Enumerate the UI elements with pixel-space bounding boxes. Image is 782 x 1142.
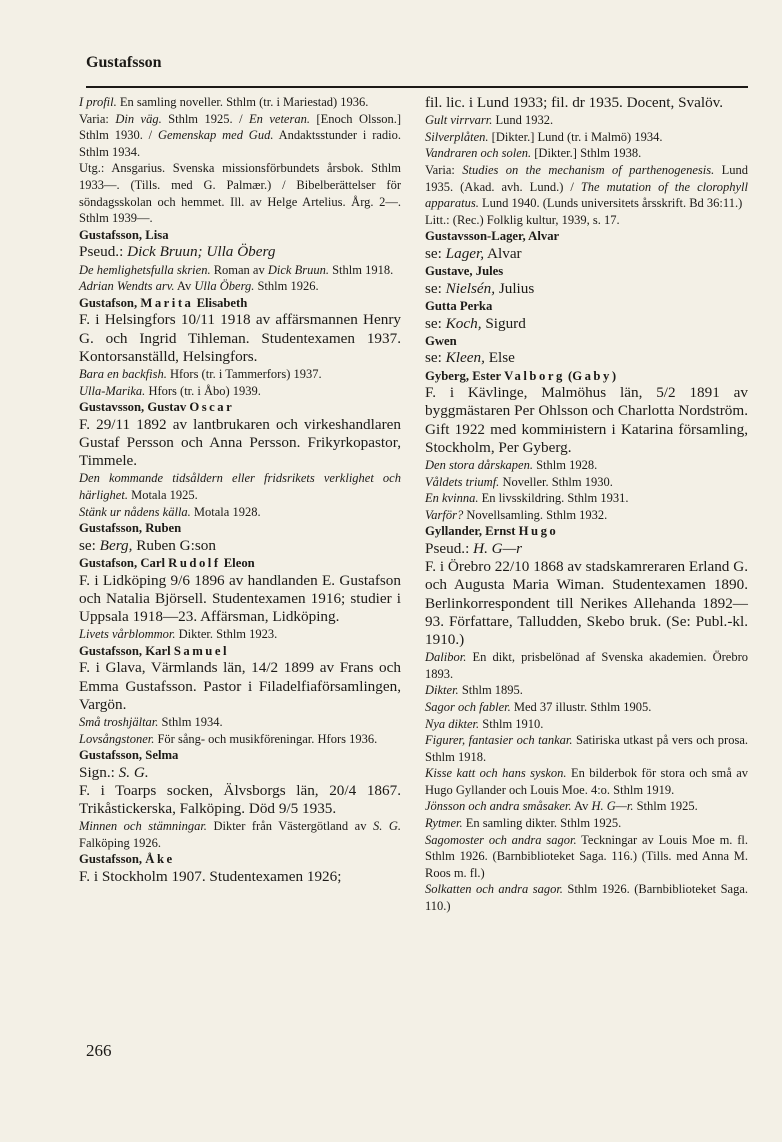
text-run: Marita — [140, 295, 194, 310]
text-run: Else — [484, 349, 515, 367]
entry — [425, 228, 748, 263]
text-run: Rytmer. — [425, 816, 463, 831]
entry-paragraph — [79, 416, 401, 471]
text-run: F. i Kävlinge, Malmöhus län, 5/2 1891 av byggmästaren Per Ohlsson och Charlotta Nordström. Gift 1922 med kommінistern i Katarina församling, Stockholm, Per Gyberg. — [425, 384, 748, 456]
entry — [79, 227, 401, 295]
text-run: Koch, — [445, 314, 482, 332]
text-run: se: — [425, 244, 446, 262]
text-run: Dikter. Sthlm 1923. — [175, 627, 278, 642]
entry-paragraph — [79, 572, 401, 627]
text-run: Varia: — [425, 162, 463, 177]
text-run: Elisabeth — [193, 295, 248, 310]
entry — [79, 747, 401, 851]
text-run: Dalibor. — [425, 650, 467, 665]
text-run: H. G—r. — [591, 799, 634, 814]
entry — [79, 399, 401, 520]
entry-paragraph — [79, 714, 401, 731]
text-run: Julius — [495, 279, 535, 297]
entry-heading — [79, 555, 401, 572]
entry-paragraph — [425, 457, 748, 474]
entry-heading — [79, 399, 401, 416]
text-run: Motala 1928. — [190, 504, 261, 519]
text-run: fil. lic. i Lund 1933; fil. dr 1935. Docent, Svalöv. — [425, 94, 724, 111]
entry-heading — [425, 523, 748, 540]
text-run: Lund 1940. (Lunds universitets årsskrift. Bd 36:11.) — [478, 196, 743, 211]
text-run: Gustave, Jules — [425, 264, 504, 279]
entry — [79, 643, 401, 747]
entry-paragraph — [425, 384, 748, 457]
entry-paragraph — [425, 507, 748, 524]
text-run: Gaby — [572, 368, 612, 383]
entry-paragraph — [425, 349, 748, 367]
entry-paragraph — [79, 111, 401, 161]
text-run: Andaktsstunder i radio. Sthlm 1934. — [79, 128, 402, 159]
entry-paragraph — [79, 537, 401, 555]
text-run: ( — [564, 368, 573, 383]
entry-paragraph — [425, 540, 748, 558]
text-run: Noveller. Sthlm 1930. — [499, 474, 613, 489]
text-run: Oscar — [189, 400, 235, 415]
text-run: Sthlm 1925. — [633, 799, 698, 814]
entry-paragraph — [79, 659, 401, 714]
text-run: Pseud.: — [425, 539, 474, 557]
text-run: Våldets triumf. — [425, 474, 500, 489]
entry-heading — [425, 368, 748, 385]
entry-paragraph — [425, 815, 748, 832]
entry-paragraph — [79, 278, 401, 295]
text-run: Den kommande tidsåldern eller fridsrikets verklighet och härlighet. — [79, 471, 401, 502]
entry-paragraph — [425, 699, 748, 716]
entry-paragraph — [425, 474, 748, 491]
text-run: Den stora dårskapen. — [425, 457, 533, 472]
entry-heading — [79, 643, 401, 660]
entry — [425, 368, 748, 524]
text-run: En livsskildring. Sthlm 1931. — [478, 491, 629, 506]
text-run: Sthlm 1918. — [328, 262, 394, 277]
text-run: Vandraren och solen. — [425, 146, 532, 161]
text-run: För sång- och musikföreningar. Hfors 1936. — [154, 731, 378, 746]
entry-heading — [425, 228, 748, 245]
entry-heading — [425, 298, 748, 315]
text-run: Dikter från Västergötland av — [206, 819, 373, 834]
text-run: Kleen, — [445, 349, 485, 367]
text-run: Teckningar av Louis Moe m. fl. Sthlm 1926. (Barnbiblioteket Saga. 116.) (Tills. med Anna M. Roos m. fl.) — [425, 832, 748, 880]
text-run: Nielsén, — [445, 279, 496, 297]
entry-paragraph — [79, 764, 401, 782]
text-run: Samuel — [173, 643, 230, 658]
entry-heading — [425, 333, 748, 350]
entry-heading — [79, 851, 401, 868]
text-run: Gustafsson, Karl — [79, 643, 174, 658]
entry-paragraph — [425, 649, 748, 682]
entry-paragraph — [79, 626, 401, 643]
text-run: Sthlm 1928. — [532, 457, 598, 472]
text-run: Alvar — [484, 244, 522, 262]
text-run: Figurer, fantasier och tankar. — [425, 733, 573, 748]
text-run: Ulla-Marika. — [79, 383, 146, 398]
text-run: Gustafsson, Ruben — [79, 521, 182, 536]
text-run: F. i Stockholm 1907. Studentexamen 1926; — [79, 868, 342, 886]
text-run: De hemlighetsfulla skrien. — [79, 262, 211, 277]
entry-paragraph — [79, 366, 401, 383]
entry — [425, 523, 748, 914]
entry-paragraph — [425, 129, 748, 146]
entry-paragraph — [425, 94, 748, 112]
text-run: Gustafsson, — [79, 852, 146, 867]
text-run: Utg.: Ansgarius. Svenska missionsförbundets årsbok. Sthlm 1933—. (Tills. med G. Palmær.) / Bibelberättelser för söndagsskolan och hemmet. Ill. av Helge Artelius. Årg. 2—. Sthlm 1939—. — [79, 161, 401, 226]
text-run: se: — [425, 314, 446, 332]
entry-paragraph — [425, 145, 748, 162]
text-run: Sagor och fabler. — [425, 699, 511, 714]
text-run: Åke — [145, 852, 175, 867]
text-run: F. i Helsingfors 10/11 1918 av affärsmannen Henry G. och Ingrid Tihleman. Studentexamen 1937. Kontorsanställd, Helsingfors. — [79, 311, 401, 365]
text-run: Sthlm 1926. — [254, 279, 319, 294]
text-run: En kvinna. — [425, 491, 479, 506]
text-run: [Dikter.] Lund (tr. i Malmö) 1934. — [488, 129, 663, 144]
text-run: Ulla Öberg. — [194, 279, 255, 294]
left-column — [79, 94, 401, 886]
text-run: Gutta Perka — [425, 298, 493, 313]
text-run: [Dikter.] Sthlm 1938. — [531, 146, 642, 161]
text-run: Valborg — [504, 368, 565, 383]
entry-paragraph — [425, 558, 748, 649]
entry-paragraph — [425, 832, 748, 882]
text-run: Adrian Wendts arv. — [79, 279, 175, 294]
text-run: Livets vårblommor. — [79, 627, 176, 642]
text-run: Studies on the mechanism of parthenogenesis. — [462, 162, 715, 177]
text-run: Falköping 1926. — [79, 835, 161, 850]
header-rule — [86, 86, 748, 88]
entry-heading — [79, 227, 401, 244]
text-run: S. G. — [118, 763, 149, 781]
text-run: Dick Bruun; Ulla Öberg — [127, 243, 276, 261]
text-run: Gyllander, Ernst — [425, 524, 519, 539]
text-run: Sthlm 1910. — [479, 716, 544, 731]
entry-heading — [425, 263, 748, 280]
entry-paragraph — [425, 682, 748, 699]
text-run: Stänk ur nådens källa. — [79, 504, 191, 519]
right-column — [425, 94, 748, 915]
entry-paragraph — [79, 470, 401, 503]
entry-paragraph — [425, 112, 748, 129]
text-run: En veteran. — [249, 111, 310, 126]
entry — [79, 851, 401, 886]
entry-paragraph — [79, 383, 401, 400]
running-header: Gustafsson — [86, 54, 162, 71]
text-run: F. 29/11 1892 av lantbrukaren och virkeshandlaren Gustaf Persson och Anna Persson. Frikyrkopastor, Timmele. — [79, 415, 401, 470]
text-run: Dick Bruun. — [267, 262, 329, 277]
text-run: Hugo — [518, 524, 559, 539]
entry-paragraph — [79, 243, 401, 261]
text-run: Av — [174, 279, 195, 294]
text-run: Gustafson, Carl — [79, 555, 169, 570]
text-run: Silverplåten. — [425, 129, 489, 144]
text-run: Minnen och stämningar. — [79, 819, 207, 834]
entry-paragraph — [79, 782, 401, 818]
entry-heading — [79, 747, 401, 764]
text-run: Små troshjältar. — [79, 714, 159, 729]
text-run: S. G. — [372, 819, 401, 834]
entry-paragraph — [425, 716, 748, 733]
entry — [79, 94, 401, 227]
text-run: ) — [611, 368, 617, 383]
text-run: Sthlm 1925. / — [161, 111, 249, 126]
text-run: se: — [425, 279, 446, 297]
text-run: En samling noveller. Sthlm (tr. i Mariestad) 1936. — [116, 95, 369, 109]
text-run: F. i Örebro 22/10 1868 av stadskamreraren Erland G. och Augusta Maria Wiman. Studentexamen 1890. Berlinkorrespondent till Nerikes Allehanda 1892—93. Författare, Talludden, Skebo bruk. (Se: Publ.-kl. 1910.) — [425, 558, 748, 648]
text-run: Jönsson och andra småsaker. — [425, 799, 572, 814]
text-run: Sign.: — [79, 763, 119, 781]
entry-heading — [79, 295, 401, 312]
entry-paragraph — [79, 160, 401, 226]
text-run: Hfors (tr. i Åbo) 1939. — [145, 383, 261, 398]
entry — [425, 263, 748, 298]
text-run: Varia: — [79, 111, 116, 126]
text-run: Med 37 illustr. Sthlm 1905. — [510, 699, 652, 714]
entry-paragraph — [425, 280, 748, 298]
text-run: The mutation of the clorophyll apparatus. — [425, 179, 748, 211]
text-run: Sthlm 1895. — [458, 683, 523, 698]
text-run: Pseud.: — [79, 243, 128, 261]
text-run: se: — [79, 536, 100, 554]
text-run: F. i Toarps socken, Älvsborgs län, 20/4 1867. Trikåstickerska, Falköping. Död 9/5 1935. — [79, 781, 401, 818]
text-run: Gustafsson, Lisa — [79, 227, 169, 242]
text-run: Eleon — [220, 555, 255, 570]
text-run: Berg, — [99, 536, 133, 554]
text-run: Litt.: (Rec.) Folklig kultur, 1939, s. 17. — [425, 212, 620, 227]
entry-paragraph — [79, 311, 401, 366]
entry-paragraph — [425, 162, 748, 212]
text-run: Nya dikter. — [425, 716, 480, 731]
text-run: Gemenskap med Gud. — [157, 128, 274, 143]
text-run: En bilderbok för stora och små av Hugo Gyllander och Louis Moe. 4:o. Sthlm 1919. — [425, 766, 748, 797]
text-run: Gult virrvarr. — [425, 113, 493, 128]
text-run: Motala 1925. — [127, 487, 198, 502]
entry-paragraph — [425, 765, 748, 798]
text-run: Sthlm 1926. (Barnbiblioteket Saga. 110.) — [425, 882, 748, 914]
text-run: se: — [425, 349, 446, 367]
text-run: Novellsamling. Sthlm 1932. — [463, 507, 608, 522]
text-run: Gustavsson-Lager, Alvar — [425, 229, 560, 244]
text-run: H. G—r — [473, 539, 523, 557]
text-run: Hfors (tr. i Tammerfors) 1937. — [166, 366, 322, 381]
text-run: Ruben G:son — [132, 536, 216, 554]
entry — [79, 555, 401, 643]
text-run: Gwen — [425, 333, 457, 348]
entry — [425, 333, 748, 368]
entry-paragraph — [79, 504, 401, 521]
entry-paragraph — [425, 245, 748, 263]
text-run: Rudolf — [168, 555, 221, 570]
text-run: Varför? — [425, 507, 464, 522]
text-run: Dikter. — [425, 683, 459, 698]
page-number: 266 — [86, 1041, 112, 1060]
entry-heading — [79, 520, 401, 537]
text-run: F. i Lidköping 9/6 1896 av handlanden E. Gustafson och Natalia Björsell. Studentexamen 1916; studier i Uppsala 1918—23. Affärsman, Lidköping. — [79, 571, 401, 625]
text-run: Kisse katt och hans syskon. — [425, 766, 567, 781]
text-run: Lovsångstoner. — [79, 731, 155, 746]
entry-paragraph — [425, 732, 748, 765]
text-run: Lund 1932. — [492, 113, 554, 128]
text-run: Gustavsson, Gustav — [79, 400, 190, 415]
text-run: I profil. — [79, 95, 117, 109]
text-run: Sagomoster och andra sagor. — [425, 832, 577, 847]
text-run: Sigurd — [481, 314, 526, 332]
entry-paragraph — [425, 212, 748, 229]
text-run: Gustafson, — [79, 295, 141, 310]
text-run: Solkatten och andra sagor. — [425, 882, 563, 897]
text-run: Roman av — [210, 262, 268, 277]
entry-paragraph — [79, 262, 401, 279]
text-run: Sthlm 1934. — [158, 714, 223, 729]
text-run: Din väg. — [115, 111, 162, 126]
text-run: Lager, — [445, 244, 485, 262]
entry-paragraph — [425, 315, 748, 333]
entry-paragraph — [79, 94, 401, 111]
text-run: Av — [571, 799, 592, 814]
text-run: Bara en backfish. — [79, 366, 167, 381]
entry — [79, 295, 401, 399]
text-run: [Enoch Olsson.] Sthlm 1930. / — [79, 111, 401, 143]
entry — [425, 94, 748, 228]
entry — [79, 520, 401, 555]
entry — [425, 298, 748, 333]
entry-paragraph — [425, 798, 748, 815]
entry-paragraph — [79, 818, 401, 851]
text-run: F. i Glava, Värmlands län, 14/2 1899 av Frans och Emma Gustafsson. Pastor i Filadelfiaförsamlingen, Vargön. — [79, 659, 401, 713]
entry-paragraph — [425, 881, 748, 914]
entry-paragraph — [79, 868, 401, 886]
entry-paragraph — [79, 731, 401, 748]
entry-paragraph — [425, 490, 748, 507]
text-run: En dikt, prisbelönad af Svenska akademien. Örebro 1893. — [425, 650, 748, 681]
text-run: Gyberg, Ester — [425, 368, 505, 383]
text-run: Lund 1935. (Akad. avh. Lund.) / — [425, 162, 748, 194]
text-run: Gustafsson, Selma — [79, 748, 179, 763]
text-run: En samling dikter. Sthlm 1925. — [462, 816, 622, 831]
text-run: Satiriska utkast på vers och prosa. Sthlm 1918. — [425, 733, 748, 764]
